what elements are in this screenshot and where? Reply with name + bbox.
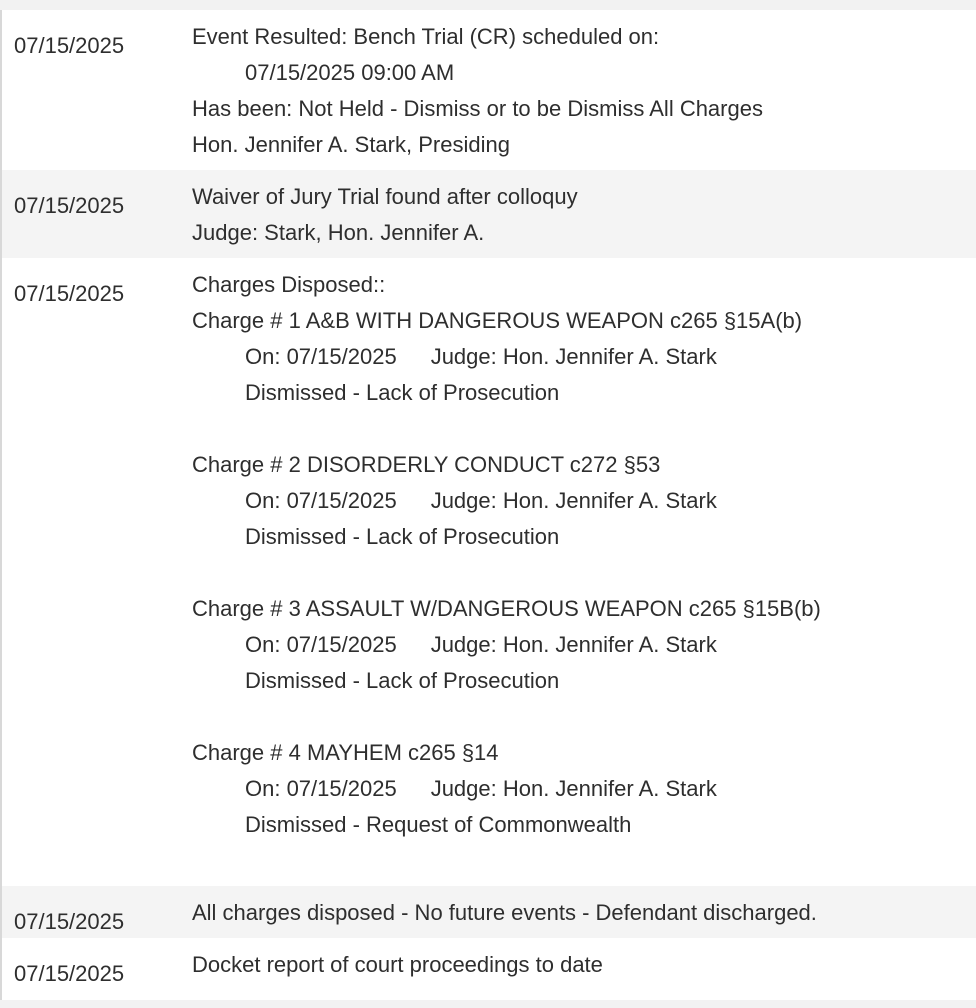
charge-disposition: Dismissed - Request of Commonwealth [245, 812, 632, 837]
entry-date: 07/15/2025 [14, 281, 125, 306]
charge-disposition: Dismissed - Lack of Prosecution [245, 668, 560, 693]
entry-text [192, 179, 976, 258]
entry-date: 07/15/2025 [14, 33, 125, 58]
docket-entries [0, 10, 976, 1000]
entry-text [192, 267, 976, 886]
entry-text [192, 19, 976, 170]
charge-judge: Judge: Hon. Jennifer A. Stark [430, 632, 717, 657]
charge-judge: Judge: Hon. Jennifer A. Stark [430, 776, 717, 801]
entry-text [192, 895, 976, 938]
charge-judge: Judge: Hon. Jennifer A. Stark [430, 344, 717, 369]
entry-line: Judge: Stark, Hon. Jennifer A. [192, 220, 485, 245]
entry-line: Waiver of Jury Trial found after colloquy [192, 184, 578, 209]
entry-line: Event Resulted: Bench Trial (CR) scheduled on: [192, 24, 660, 49]
charge-judge: Judge: Hon. Jennifer A. Stark [430, 488, 717, 513]
docket-entry [2, 170, 976, 258]
charge-title: Charge # 2 DISORDERLY CONDUCT c272 §53 [192, 452, 661, 477]
entry-line: Has been: Not Held - Dismiss or to be Dismiss All Charges [192, 96, 763, 121]
charge-block [192, 735, 976, 843]
charge-on-judge [192, 483, 976, 519]
charge-title: Charge # 4 MAYHEM c265 §14 [192, 740, 499, 765]
charge-title: Charge # 1 A&B WITH DANGEROUS WEAPON c265 §15A(b) [192, 308, 803, 333]
charge-on-date: On: 07/15/2025 [245, 488, 397, 513]
charge-disposition: Dismissed - Lack of Prosecution [245, 524, 560, 549]
entry-line: 07/15/2025 09:00 AM [245, 60, 455, 85]
charge-block [192, 303, 976, 411]
docket-entry [2, 10, 976, 170]
docket-entry [2, 886, 976, 938]
charge-on-date: On: 07/15/2025 [245, 344, 397, 369]
charge-title: Charge # 3 ASSAULT W/DANGEROUS WEAPON c265 §15B(b) [192, 596, 821, 621]
entry-date: 07/15/2025 [14, 961, 125, 986]
charge-spacer [192, 699, 976, 735]
entry-text [192, 947, 976, 1000]
docket-entry [2, 938, 976, 1000]
charge-on-judge [192, 339, 976, 375]
charge-spacer [192, 411, 976, 447]
charge-on-date: On: 07/15/2025 [245, 776, 397, 801]
charge-disposition: Dismissed - Lack of Prosecution [245, 380, 560, 405]
charge-on-judge [192, 771, 976, 807]
entry-line: Docket report of court proceedings to date [192, 952, 603, 977]
charge-block [192, 591, 976, 699]
charge-on-date: On: 07/15/2025 [245, 632, 397, 657]
docket-entry-charges [2, 258, 976, 886]
entry-line: All charges disposed - No future events - Defendant discharged. [192, 900, 817, 925]
charge-spacer [192, 555, 976, 591]
entry-date: 07/15/2025 [14, 193, 125, 218]
entry-date: 07/15/2025 [14, 909, 125, 934]
charges-heading: Charges Disposed:: [192, 272, 386, 297]
charge-on-judge [192, 627, 976, 663]
entry-line: Hon. Jennifer A. Stark, Presiding [192, 132, 510, 157]
charge-block [192, 447, 976, 555]
